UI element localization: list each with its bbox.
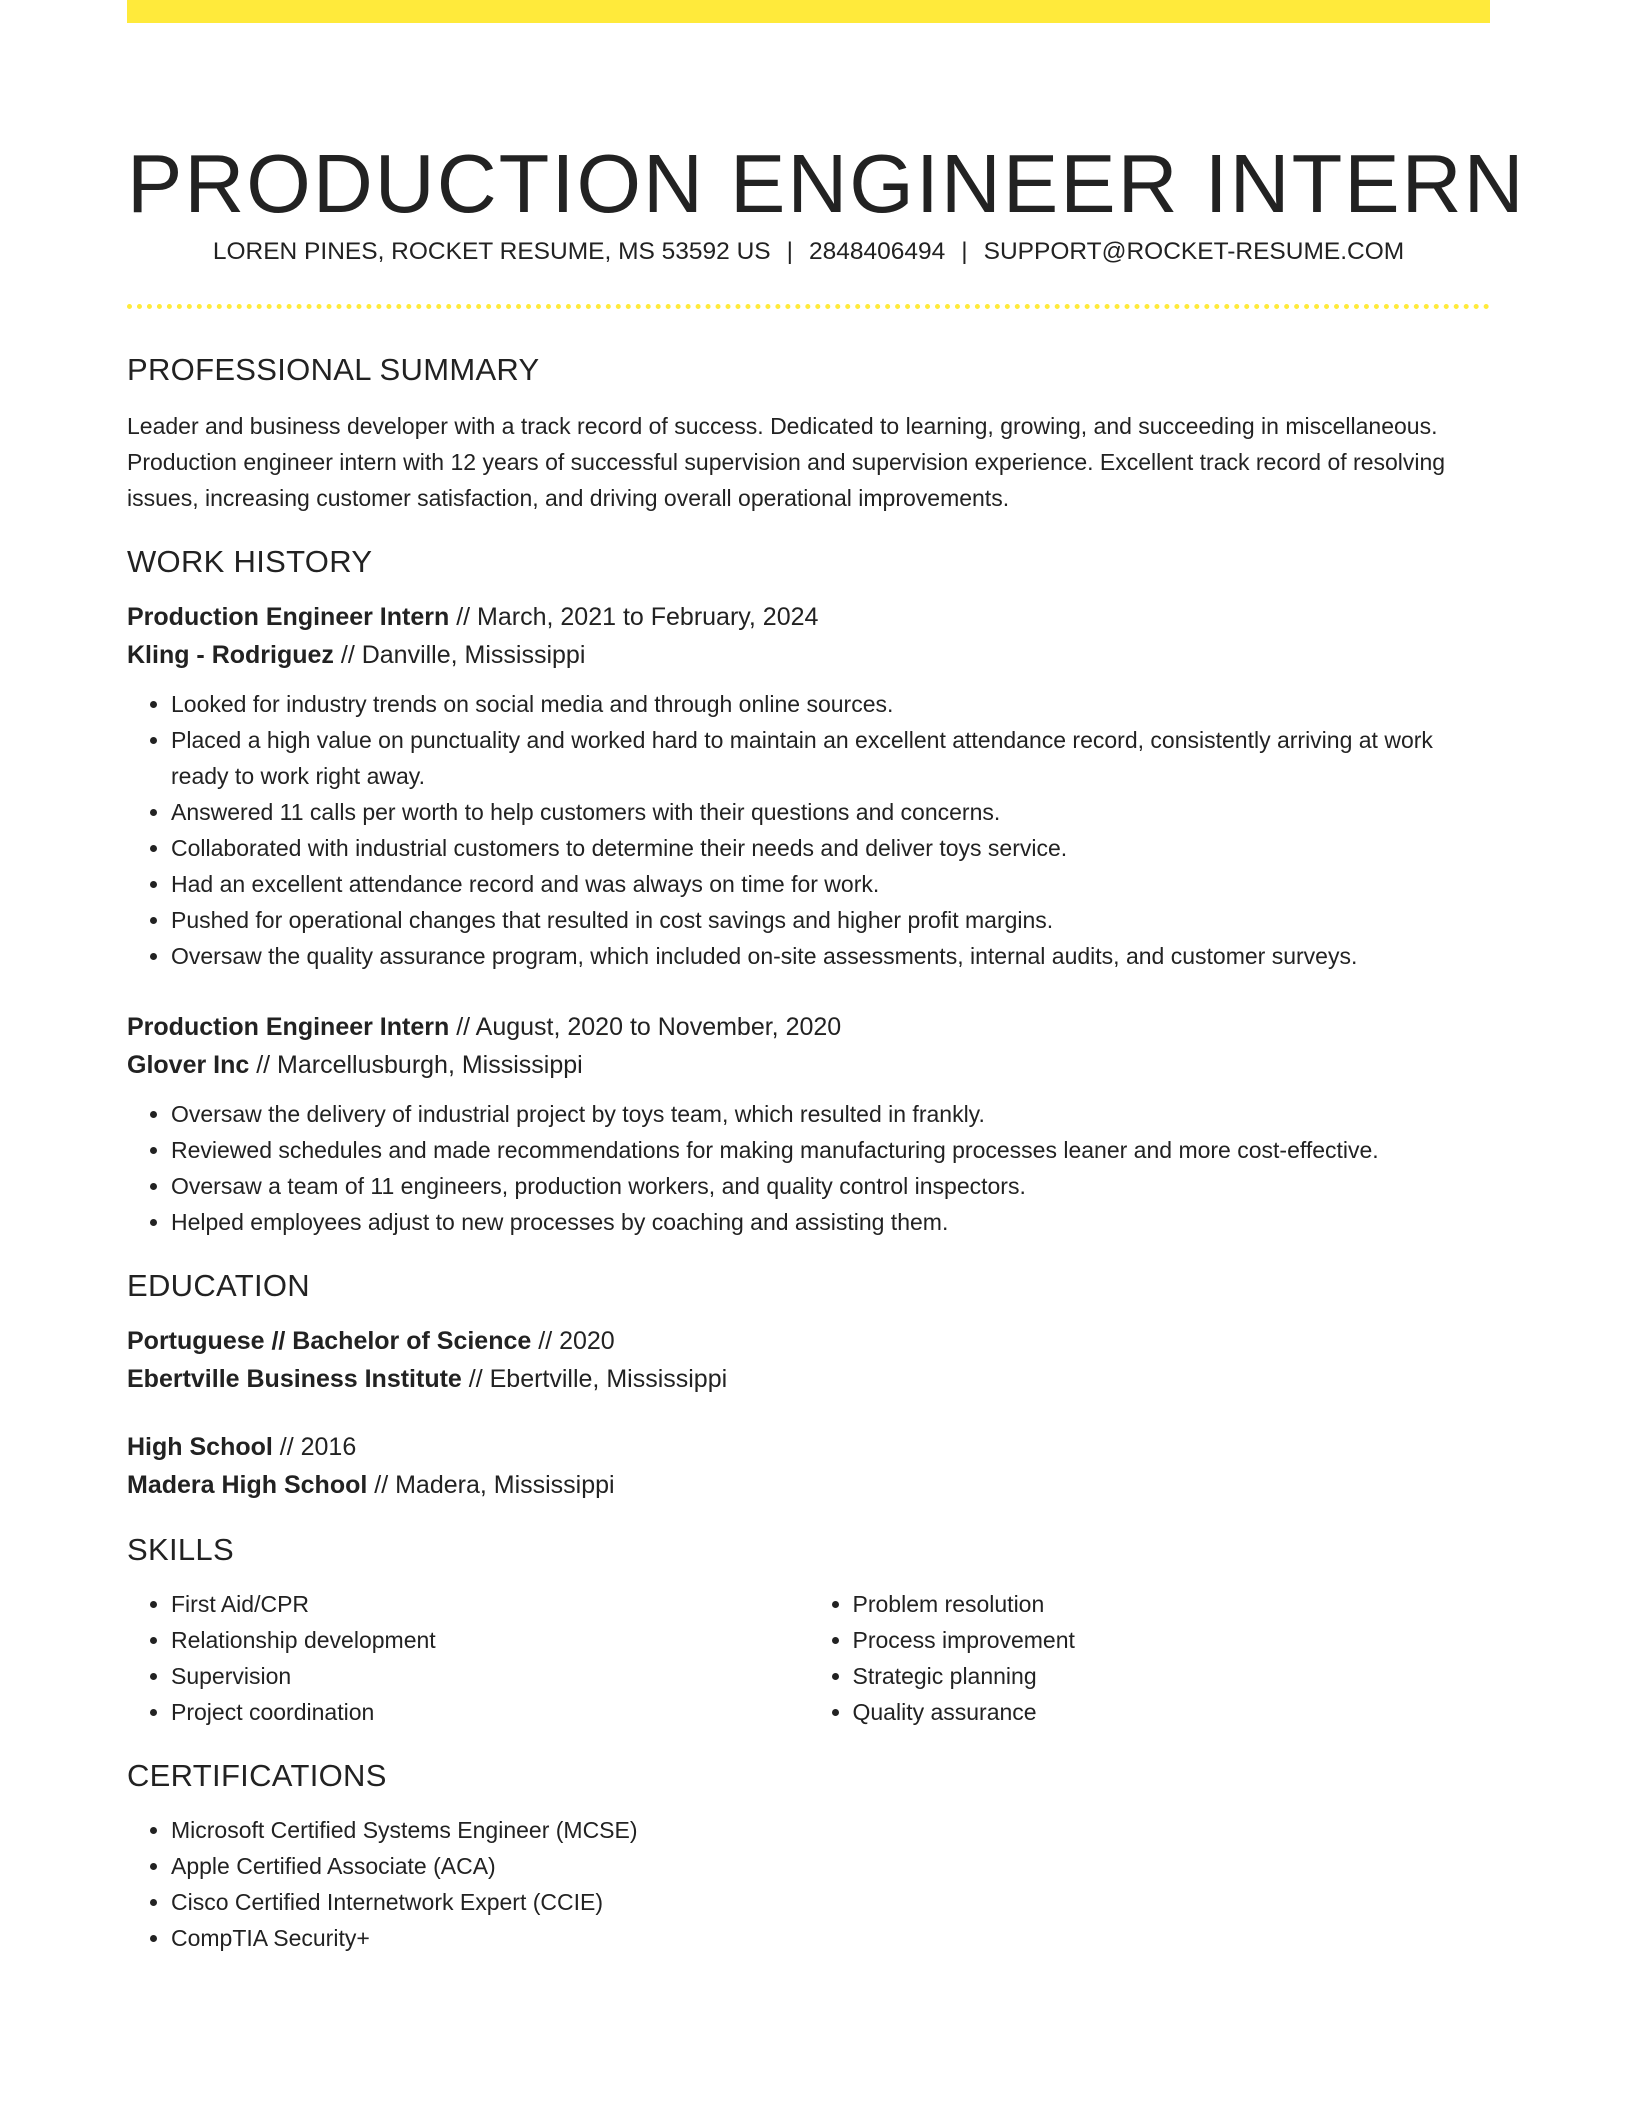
job-company-line <box>127 1046 1490 1084</box>
page-title: PRODUCTION ENGINEER INTERN <box>127 136 1526 230</box>
school-location: // Ebertville, Mississippi <box>461 1365 728 1393</box>
job-title: Production Engineer Intern <box>127 1013 450 1041</box>
list-item: • Problem resolution <box>853 1586 1491 1622</box>
degree: High School <box>127 1433 273 1461</box>
skills-left-column <box>127 1586 809 1730</box>
job-title-line <box>127 598 1490 636</box>
contact-email: SUPPORT@ROCKET-RESUME.COM <box>983 238 1405 265</box>
job-dates: // August, 2020 to November, 2020 <box>449 1013 842 1041</box>
graduation-year: // 2020 <box>531 1327 615 1355</box>
list-item: • Apple Certified Associate (ACA) <box>171 1848 1490 1884</box>
skills-columns <box>127 1586 1490 1730</box>
education-entry <box>127 1322 1490 1398</box>
list-item: • Oversaw the delivery of industrial project by toys team, which resulted in frankly. <box>171 1096 1490 1132</box>
list-item: • First Aid/CPR <box>171 1586 809 1622</box>
list-item: • Quality assurance <box>853 1694 1491 1730</box>
list-item: • Placed a high value on punctuality and worked hard to maintain an excellent attendance record, consistently arriving at work ready to work right away. <box>171 722 1490 794</box>
list-item: • Pushed for operational changes that resulted in cost savings and higher profit margins. <box>171 902 1490 938</box>
education-heading: EDUCATION <box>127 1268 310 1303</box>
list-item: • Reviewed schedules and made recommendations for making manufacturing processes leaner and more cost-effective. <box>171 1132 1490 1168</box>
list-item: • Supervision <box>171 1658 809 1694</box>
certifications-heading: CERTIFICATIONS <box>127 1758 387 1793</box>
resume-body <box>127 350 1490 1956</box>
list-item: • Oversaw a team of 11 engineers, production workers, and quality control inspectors. <box>171 1168 1490 1204</box>
list-item: • Process improvement <box>853 1622 1491 1658</box>
skills-heading: SKILLS <box>127 1532 234 1567</box>
job-location: // Marcellusburgh, Mississippi <box>249 1051 583 1079</box>
job-title-line <box>127 1008 1490 1046</box>
certifications-list <box>127 1812 1490 1956</box>
contact-address: LOREN PINES, ROCKET RESUME, MS 53592 US <box>212 238 771 265</box>
contact-separator: | <box>786 238 793 265</box>
list-item: • Strategic planning <box>853 1658 1491 1694</box>
contact-phone: 2848406494 <box>808 238 946 265</box>
list-item: • Cisco Certified Internetwork Expert (CCIE) <box>171 1884 1490 1920</box>
job-company: Kling - Rodriguez <box>127 641 334 669</box>
degree-line <box>127 1322 1490 1360</box>
top-accent-bar <box>127 0 1490 23</box>
list-item: • Had an excellent attendance record and was always on time for work. <box>171 866 1490 902</box>
list-item: • Project coordination <box>171 1694 809 1730</box>
education-entry <box>127 1428 1490 1504</box>
list-item: • Oversaw the quality assurance program, which included on-site assessments, internal audits, and customer surveys. <box>171 938 1490 974</box>
contact-line <box>127 236 1490 268</box>
job-entry <box>127 1008 1490 1240</box>
job-title: Production Engineer Intern <box>127 603 450 631</box>
list-item: • Answered 11 calls per worth to help customers with their questions and concerns. <box>171 794 1490 830</box>
header-divider <box>127 304 1490 309</box>
school: Ebertville Business Institute <box>127 1365 462 1393</box>
school-line <box>127 1466 1490 1504</box>
job-bullets <box>127 1096 1490 1240</box>
job-location: // Danville, Mississippi <box>333 641 586 669</box>
list-item: • Microsoft Certified Systems Engineer (MCSE) <box>171 1812 1490 1848</box>
summary-section <box>127 350 1490 516</box>
school-line <box>127 1360 1490 1398</box>
summary-heading: PROFESSIONAL SUMMARY <box>127 352 540 387</box>
degree: Portuguese // Bachelor of Science <box>127 1327 532 1355</box>
certifications-section <box>127 1756 1490 1956</box>
list-item: • Looked for industry trends on social media and through online sources. <box>171 686 1490 722</box>
list-item: • Collaborated with industrial customers to determine their needs and deliver toys service. <box>171 830 1490 866</box>
job-dates: // March, 2021 to February, 2024 <box>449 603 819 631</box>
work-history-section <box>127 542 1490 1240</box>
graduation-year: // 2016 <box>272 1433 357 1461</box>
job-bullets <box>127 686 1490 974</box>
job-company-line <box>127 636 1490 674</box>
education-section <box>127 1266 1490 1504</box>
work-history-heading: WORK HISTORY <box>127 544 373 579</box>
school-location: // Madera, Mississippi <box>367 1471 615 1499</box>
summary-text: Leader and business developer with a track record of success. Dedicated to learning, growing, and succeeding in miscellaneous. Production engineer intern with 12 years of successful supervision and supervision experience. Excellent track record of resolving issues, increasing customer satisfaction, and driving overall operational improvements. <box>127 413 1446 511</box>
job-entry <box>127 598 1490 974</box>
list-item: • Helped employees adjust to new processes by coaching and assisting them. <box>171 1204 1490 1240</box>
job-company: Glover Inc <box>127 1051 250 1079</box>
contact-separator: | <box>961 238 968 265</box>
list-item: • CompTIA Security+ <box>171 1920 1490 1956</box>
skills-section <box>127 1530 1490 1730</box>
list-item: • Relationship development <box>171 1622 809 1658</box>
skills-right-column <box>809 1586 1491 1730</box>
school: Madera High School <box>127 1471 368 1499</box>
degree-line <box>127 1428 1490 1466</box>
